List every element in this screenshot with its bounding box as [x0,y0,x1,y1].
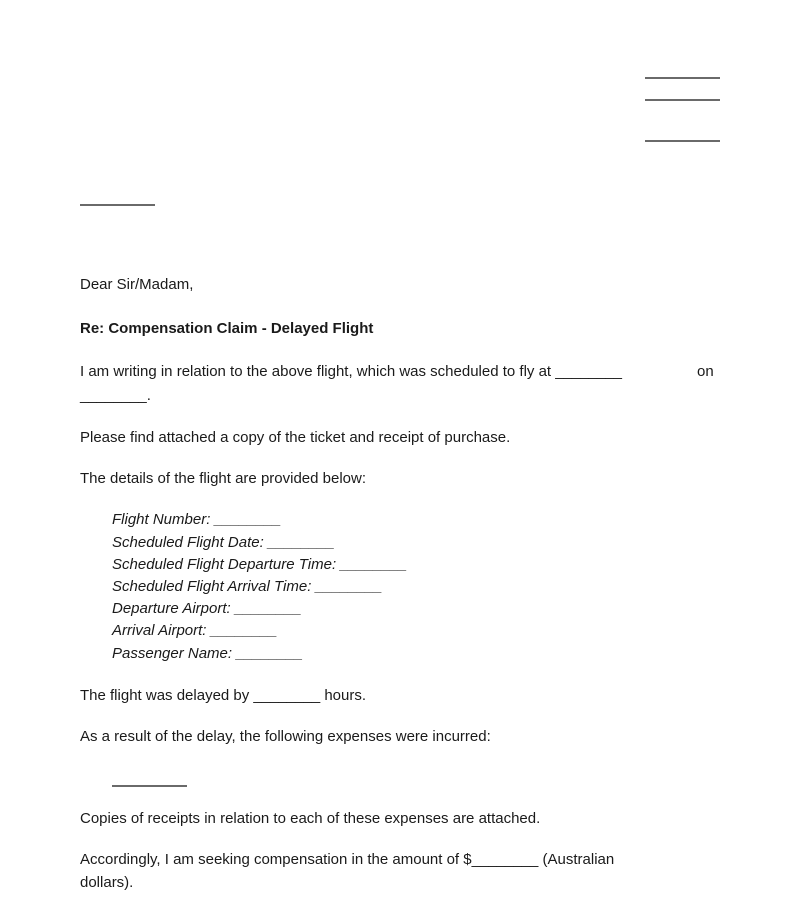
sender-address-line-1 [645,77,720,79]
detail-passenger-name: Passenger Name: ________ [112,645,303,662]
paragraph-5: As a result of the delay, the following expenses were incurred: [80,728,491,745]
paragraph-1-line-1: I am writing in relation to the above flight, which was scheduled to fly at ________ [80,363,622,380]
paragraph-4: The flight was delayed by ________ hours. [80,687,367,704]
detail-arrival-time: Scheduled Flight Arrival Time: ________ [112,578,383,595]
subject-line: Re: Compensation Claim - Delayed Flight [80,320,374,337]
date-line [645,140,720,142]
expense-line [112,785,187,787]
detail-departure-time: Scheduled Flight Departure Time: ________ [112,556,408,573]
sender-address-line-2 [645,99,720,101]
paragraph-6: Copies of receipts in relation to each of these expenses are attached. [80,810,541,827]
paragraph-7-line-1: Accordingly, I am seeking compensation in the amount of $________ (Australian [80,851,615,868]
paragraph-7-line-2: dollars). [80,874,134,891]
paragraph-1-on: on [697,363,714,380]
detail-scheduled-date: Scheduled Flight Date: ________ [112,534,335,551]
detail-arrival-airport: Arrival Airport: ________ [112,622,278,639]
paragraph-3: The details of the flight are provided below: [80,470,367,487]
paragraph-1-line-2: ________. [80,387,151,404]
salutation: Dear Sir/Madam, [80,276,194,293]
detail-flight-number: Flight Number: ________ [112,511,282,528]
recipient-address-line [80,204,155,206]
detail-departure-airport: Departure Airport: ________ [112,600,302,617]
paragraph-2: Please find attached a copy of the ticket and receipt of purchase. [80,429,511,446]
